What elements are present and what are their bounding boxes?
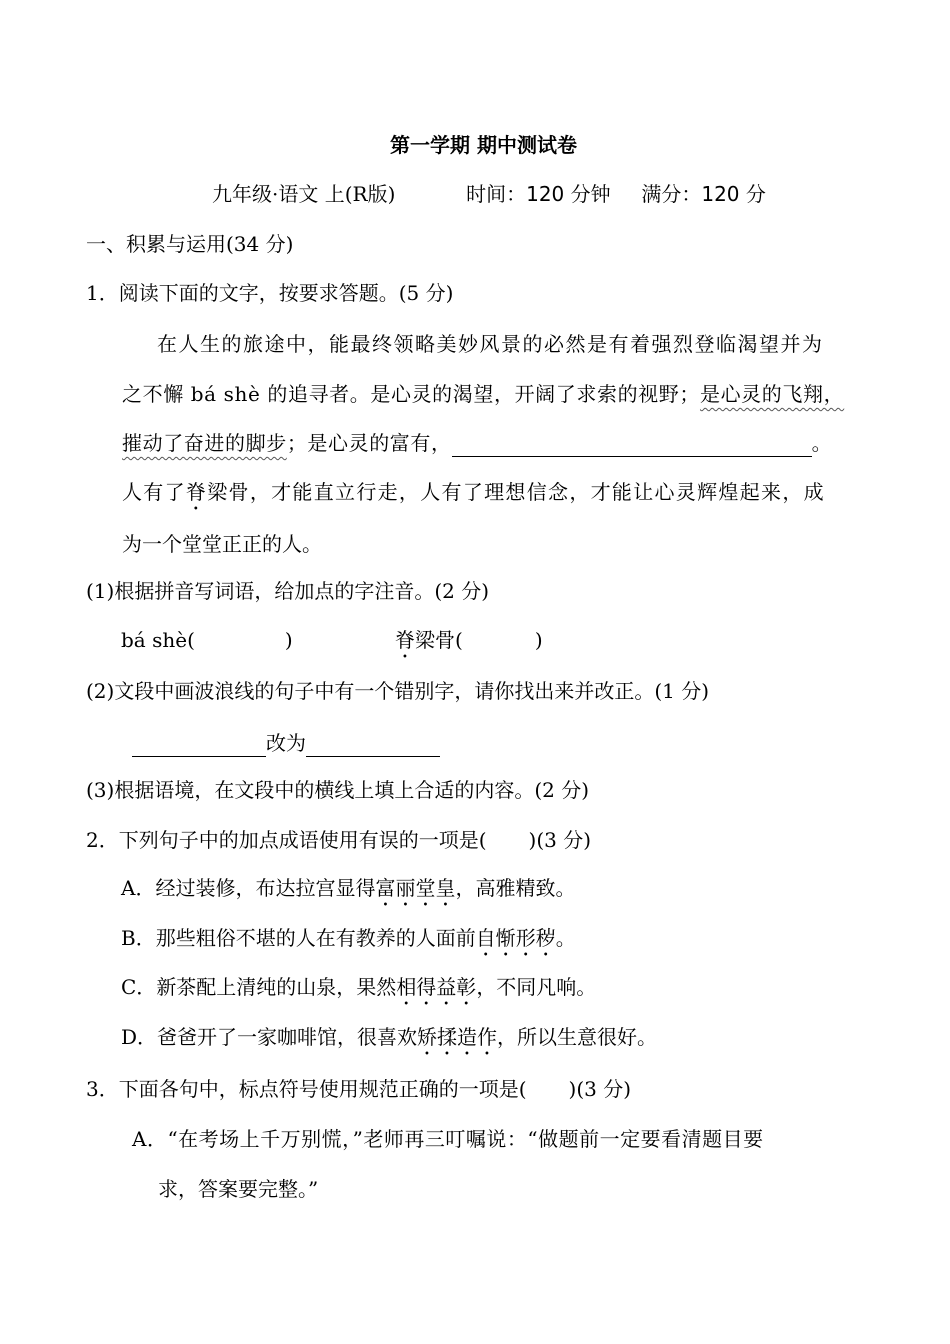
emphasized-char: 脊 xyxy=(185,480,208,504)
stem-score: )(3 分) xyxy=(568,1077,632,1101)
option-d[interactable] xyxy=(121,1023,657,1060)
word-label: 梁骨( xyxy=(415,628,463,652)
passage-line-1: 在人生的旅途中，能最终领略美妙风景的必然是有着强烈登临渴望并为 xyxy=(157,332,824,356)
time-value: 120 分钟 xyxy=(526,182,611,206)
idiom-emphasized: 富丽堂皇 xyxy=(375,876,456,900)
option-text: 爸爸开了一家咖啡馆，很喜欢 xyxy=(157,1025,418,1049)
wrong-char-blank[interactable] xyxy=(132,734,266,757)
time-label: 时间： xyxy=(466,182,527,206)
score-value: 120 分 xyxy=(701,182,766,206)
sub-question-2: (2)文段中画波浪线的句子中有一个错别字，请你找出来并改正。(1 分) xyxy=(86,679,710,703)
option-text: ，不同凡响。 xyxy=(476,975,597,999)
option-b[interactable] xyxy=(121,924,576,961)
correct-char-blank[interactable] xyxy=(306,734,440,757)
option-text: ，所以生意很好。 xyxy=(497,1025,658,1049)
wavy-underlined-sentence: 是心灵的飞翔， xyxy=(699,382,845,406)
fill-blank[interactable] xyxy=(452,434,812,457)
passage-line-3-text: ；是心灵的富有， xyxy=(286,431,452,455)
sub-question-1: (1)根据拼音写词语，给加点的字注音。(2 分) xyxy=(86,579,490,603)
option-label: A． xyxy=(121,876,156,900)
option-a[interactable] xyxy=(121,874,575,911)
question-3-stem xyxy=(86,1075,631,1103)
idiom-emphasized: 相得益彰 xyxy=(396,975,477,999)
option-text: 经过装修，布达拉宫显得 xyxy=(155,876,376,900)
option-a-line-1[interactable]: A．“在考场上千万别慌，”老师再三叮嘱说：“做题前一定要看清题目要 xyxy=(132,1127,764,1151)
score-label: 满分： xyxy=(641,182,702,206)
paren-close: ) xyxy=(534,628,543,652)
stem-score: )(3 分) xyxy=(528,828,592,852)
option-text: 那些粗俗不堪的人在有教养的人面前 xyxy=(155,926,476,950)
wavy-underlined-sentence: 摧动了奋进的脚步 xyxy=(122,431,287,455)
question-2-stem xyxy=(86,826,591,854)
exam-info xyxy=(212,180,766,208)
passage-line-3 xyxy=(122,429,832,457)
word-answer-row xyxy=(395,626,543,663)
passage-line-5: 为一个堂堂正正的人。 xyxy=(122,532,322,556)
passage-text: 人有了 xyxy=(122,480,186,504)
option-text: 。 xyxy=(555,926,576,950)
idiom-emphasized: 自惭形秽 xyxy=(475,926,556,950)
question-1-stem: 1．阅读下面的文字，按要求答题。(5 分) xyxy=(86,281,454,305)
option-label: C． xyxy=(121,975,157,999)
paren-close: ) xyxy=(284,628,293,652)
page-title: 第一学期 期中测试卷 xyxy=(390,133,577,157)
passage-line-2 xyxy=(122,380,844,408)
grade-subject: 九年级·语文 上(R版) xyxy=(212,182,396,206)
option-label: D． xyxy=(121,1025,158,1049)
option-label: B． xyxy=(121,926,156,950)
correction-row xyxy=(132,729,440,757)
passage-line-2-text: 之不懈 bá shè 的追寻者。是心灵的渴望，开阔了求索的视野； xyxy=(122,382,700,406)
emphasized-char: 脊 xyxy=(395,628,415,652)
period: 。 xyxy=(811,431,833,455)
option-a-line-2: 求，答案要完整。” xyxy=(158,1177,319,1201)
passage-line-4 xyxy=(122,478,825,515)
pinyin-answer-row xyxy=(121,626,293,654)
idiom-emphasized: 矫揉造作 xyxy=(417,1025,498,1049)
option-c[interactable] xyxy=(121,973,596,1010)
pinyin-label: bá shè( xyxy=(121,628,195,652)
change-to-label: 改为 xyxy=(266,731,306,755)
sub-question-3: (3)根据语境，在文段中的横线上填上合适的内容。(2 分) xyxy=(86,778,590,802)
passage-text: 梁骨，才能直立行走，人有了理想信念，才能让心灵辉煌起来，成 xyxy=(207,480,825,504)
stem-text: 3．下面各句中，标点符号使用规范正确的一项是( xyxy=(86,1077,527,1101)
option-text: ，高雅精致。 xyxy=(455,876,576,900)
stem-text: 2．下列句子中的加点成语使用有误的一项是( xyxy=(86,828,487,852)
option-text: 新茶配上清纯的山泉，果然 xyxy=(156,975,397,999)
section-title: 一、积累与运用(34 分) xyxy=(86,232,294,256)
